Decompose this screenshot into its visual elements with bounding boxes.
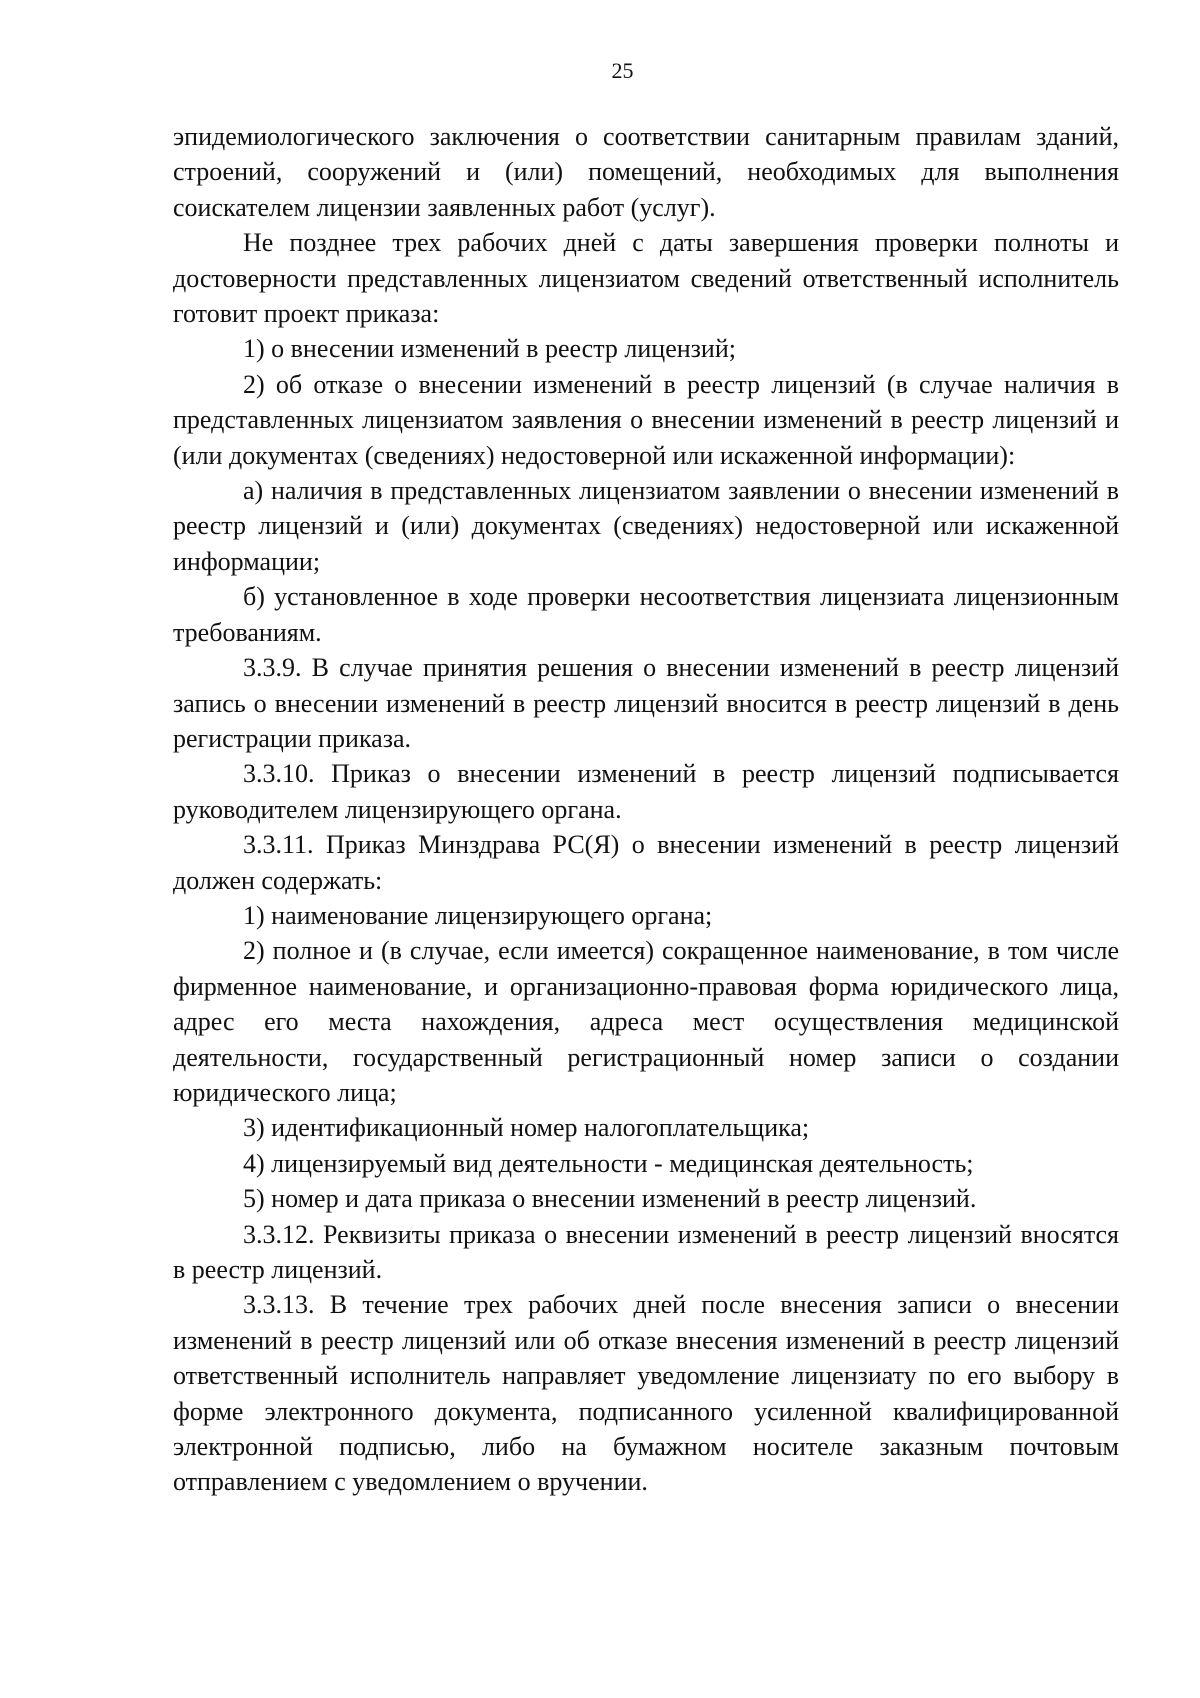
- list-item-1: 1) о внесении изменений в реестр лицензий;: [243, 334, 736, 364]
- clause-3-3-10: 3.3.10. Приказ о внесении изменений в реестр лицензий подписывается руководителем лицензирующего органа.: [173, 759, 1119, 824]
- content-item-5: 5) номер и дата приказа о внесении изменений в реестр лицензий.: [243, 1184, 977, 1214]
- page-number: 25: [611, 58, 634, 83]
- clause-3-3-12: 3.3.12. Реквизиты приказа о внесении изменений в реестр лицензий вносятся в реестр лицензий.: [173, 1219, 1119, 1284]
- paragraph-continuation: эпидемиологического заключения о соответствии санитарным правилам зданий, строений, сооружений и (или) помещений, необходимых для выполнения соискателем лицензии заявленных работ (услуг).: [173, 122, 1119, 222]
- list-item-2: 2) об отказе о внесении изменений в реестр лицензий (в случае наличия в представленных лицензиатом заявления о внесении изменений в реестр лицензий и (или документах (сведениях) недостоверной или искаженной информации):: [173, 369, 1119, 470]
- sub-item-b: б) установленное в ходе проверки несоответствия лицензиата лицензионным требованиям.: [173, 582, 1119, 647]
- content-item-4: 4) лицензируемый вид деятельности - медицинская деятельность;: [243, 1148, 974, 1178]
- content-item-3: 3) идентификационный номер налогоплательщика;: [243, 1113, 810, 1143]
- content-item-1: 1) наименование лицензирующего органа;: [243, 900, 713, 930]
- paragraph-deadline: Не позднее трех рабочих дней с даты завершения проверки полноты и достоверности представленных лицензиатом сведений ответственный исполнитель готовит проект приказа:: [173, 228, 1119, 329]
- content-item-2: 2) полное и (в случае, если имеется) сокращенное наименование, в том числе фирменное наименование, и организационно-правовая форма юридического лица, адрес его места нахождения, адреса мест осуществления медицинской деятельности, государственный регистрационный номер записи о создании юридического лица;: [173, 936, 1119, 1107]
- clause-3-3-13: 3.3.13. В течение трех рабочих дней после внесения записи о внесении изменений в реестр лицензий или об отказе внесения изменений в реестр лицензий ответственный исполнитель направляет уведомление лицензиату по его выбору в форме электронного документа, подписанного усиленной квалифицированной электронной подписью, либо на бумажном носителе заказным почтовым отправлением с уведомлением о вручении.: [173, 1290, 1119, 1497]
- document-body: [173, 119, 1119, 1500]
- clause-3-3-11: 3.3.11. Приказ Минздрава РС(Я) о внесении изменений в реестр лицензий должен содержать:: [173, 830, 1119, 895]
- sub-item-a: а) наличия в представленных лицензиатом заявлении о внесении изменений в реестр лицензий и (или) документах (сведениях) недостоверной или искаженной информации;: [173, 476, 1119, 576]
- clause-3-3-9: 3.3.9. В случае принятия решения о внесении изменений в реестр лицензий запись о внесении изменений в реестр лицензий вносится в реестр лицензий в день регистрации приказа.: [173, 653, 1119, 753]
